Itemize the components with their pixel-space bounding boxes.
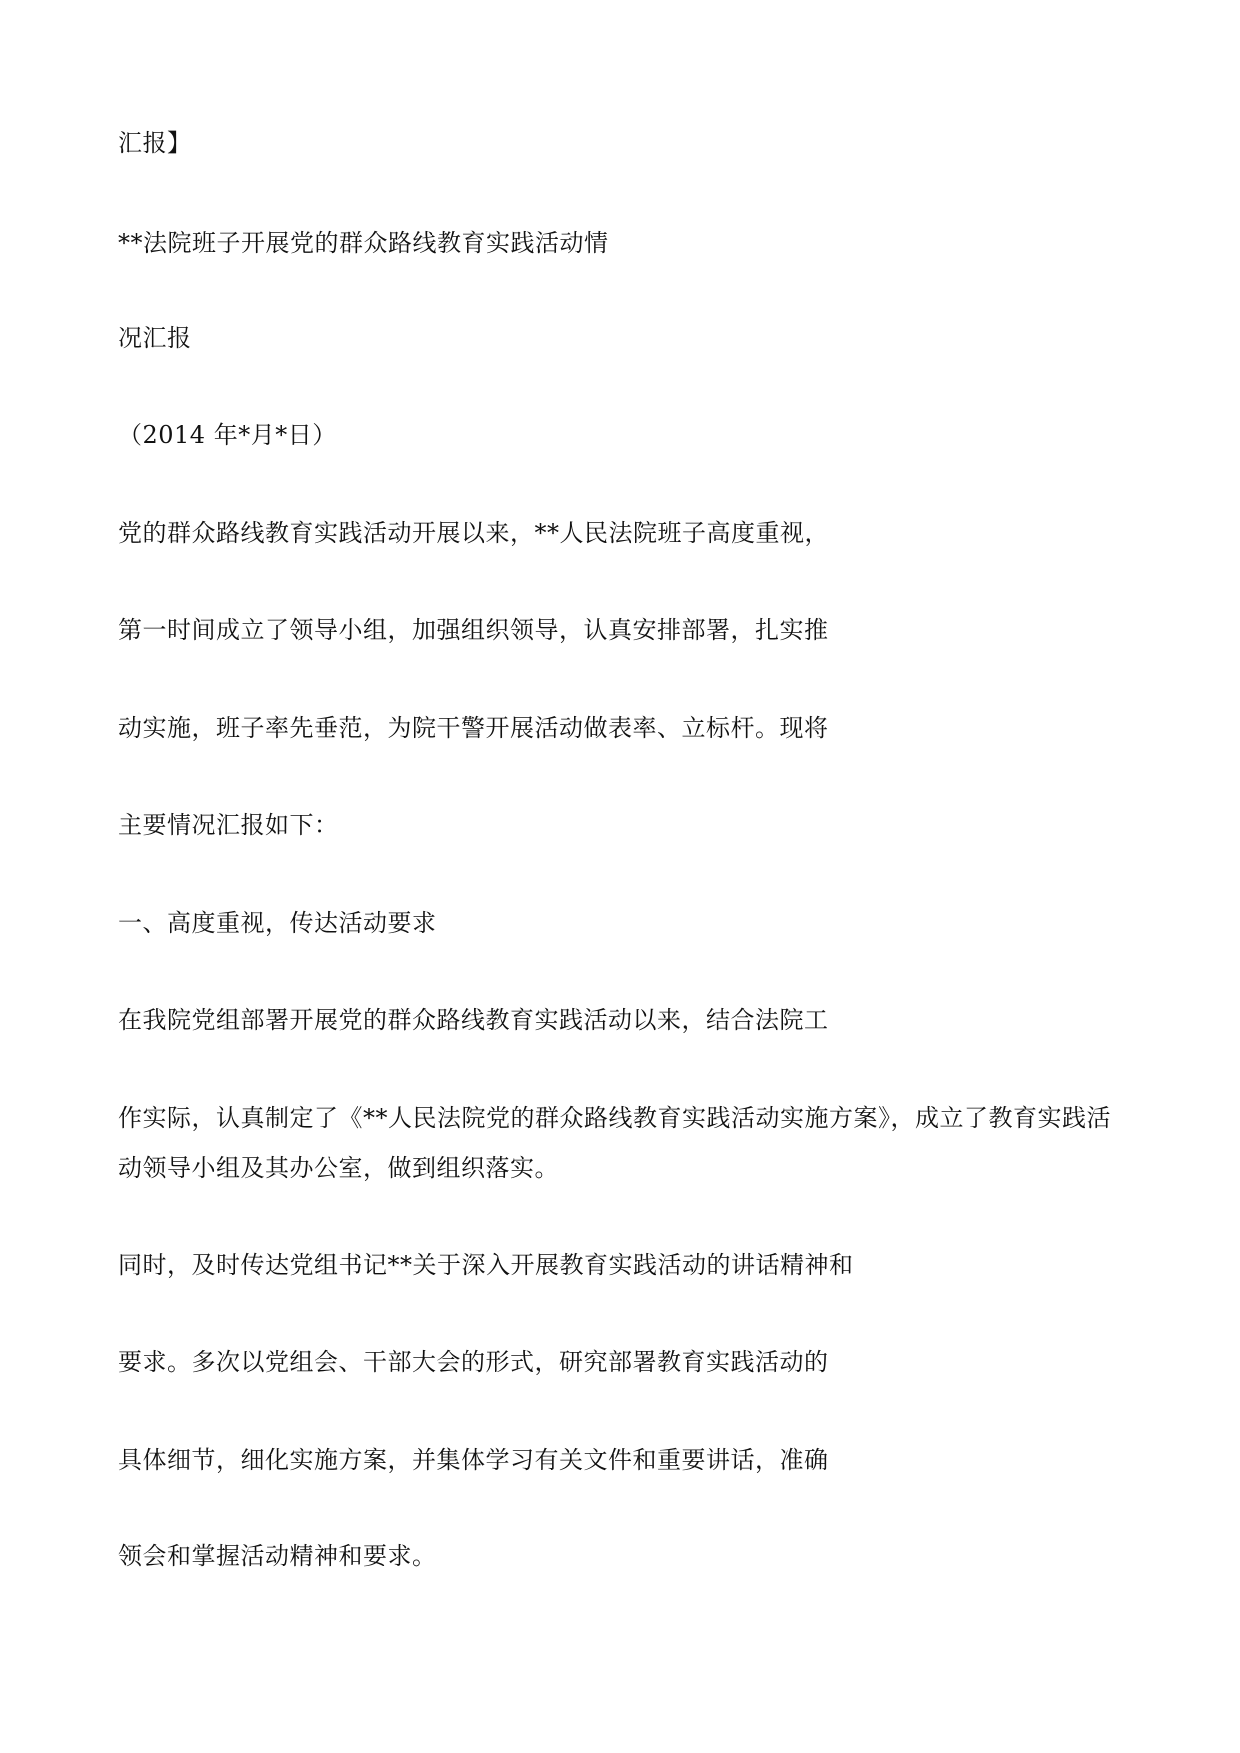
body-text-line: 主要情况汇报如下：: [118, 811, 339, 839]
body-text-line: 要求。多次以党组会、干部大会的形式，研究部署教育实践活动的: [118, 1348, 829, 1376]
document-title-line-1: **法院班子开展党的群众路线教育实践活动情: [118, 229, 609, 257]
heading-fragment: 汇报】: [118, 129, 192, 157]
body-text-line: 同时，及时传达党组书记**关于深入开展教育实践活动的讲话精神和: [118, 1251, 854, 1279]
document-title-line-2: 况汇报: [118, 324, 192, 352]
section-heading: 一、高度重视，传达活动要求: [118, 909, 437, 937]
body-text-line: 动实施，班子率先垂范，为院干警开展活动做表率、立标杆。现将: [118, 714, 829, 742]
body-text-line: 在我院党组部署开展党的群众路线教育实践活动以来，结合法院工: [118, 1006, 829, 1034]
body-text-line: 领会和掌握活动精神和要求。: [118, 1542, 437, 1570]
body-text-line: 作实际，认真制定了《**人民法院党的群众路线教育实践活动实施方案》，成立了教育实践活: [118, 1104, 1111, 1132]
body-text-line: 第一时间成立了领导小组，加强组织领导，认真安排部署，扎实推: [118, 616, 829, 644]
body-text-line: 具体细节，细化实施方案，并集体学习有关文件和重要讲话，准确: [118, 1446, 829, 1474]
document-date: （2014 年*月*日）: [118, 421, 337, 449]
body-text-line: 动领导小组及其办公室，做到组织落实。: [118, 1154, 559, 1182]
body-text-line: 党的群众路线教育实践活动开展以来，**人民法院班子高度重视，: [118, 519, 829, 547]
